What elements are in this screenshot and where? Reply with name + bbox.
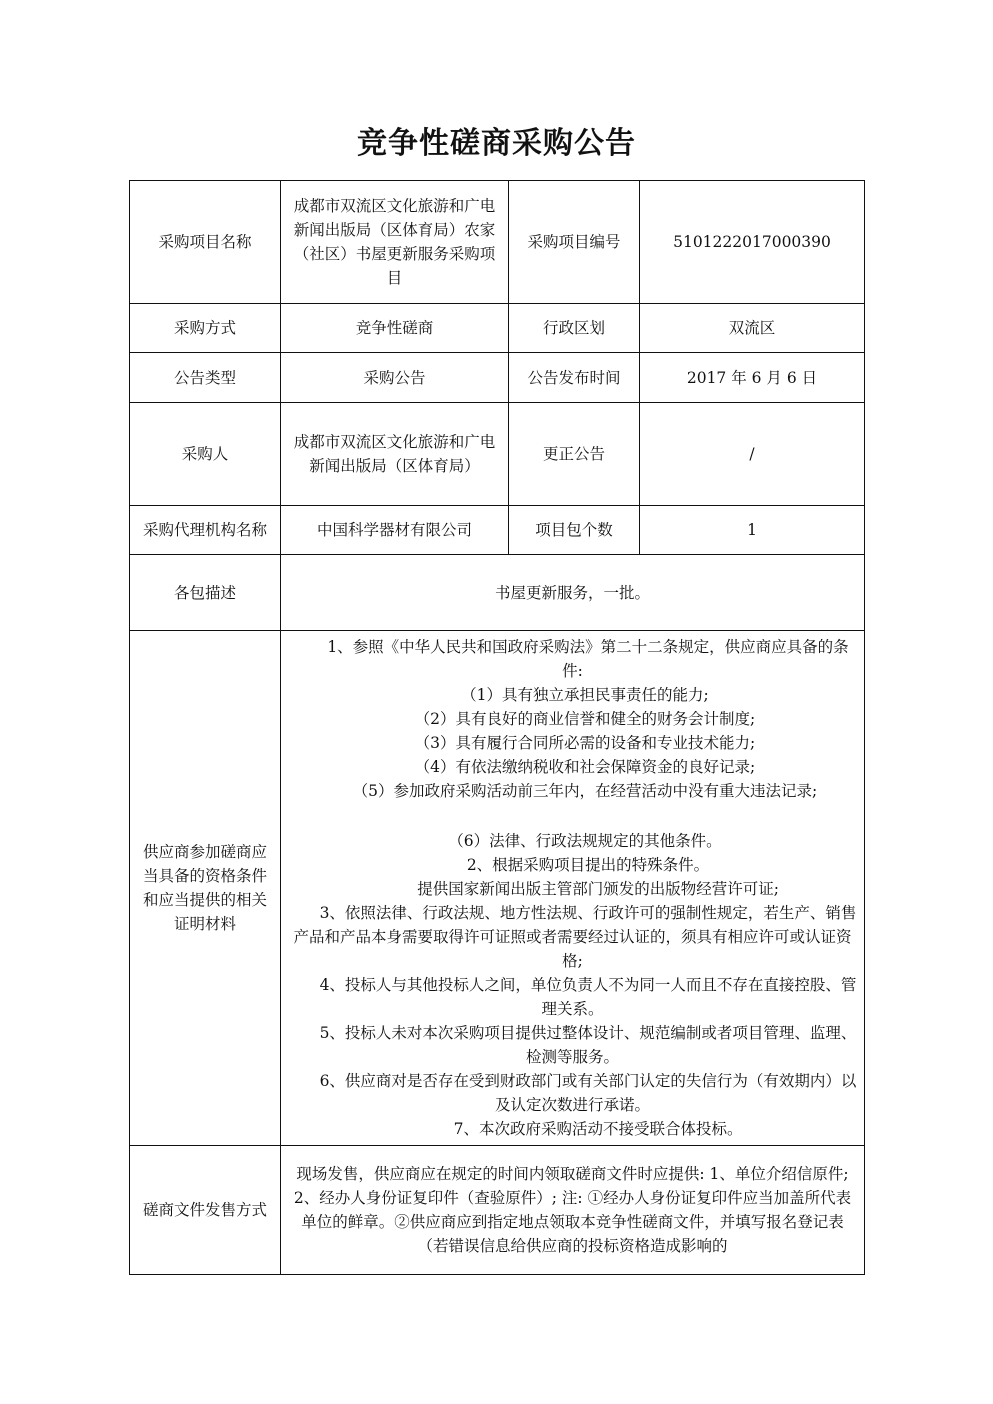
type-value: 采购公告 bbox=[281, 353, 509, 403]
qualification-content bbox=[281, 631, 865, 1146]
sale-method-content bbox=[281, 1146, 865, 1275]
table-row bbox=[130, 304, 865, 353]
buyer-value: 成都市双流区文化旅游和广电新闻出版局（区体育局） bbox=[281, 403, 509, 506]
qualification-item: 5、投标人未对本次采购项目提供过整体设计、规范编制或者项目管理、监理、检测等服务。 bbox=[319, 1024, 857, 1066]
region-label: 行政区划 bbox=[509, 304, 640, 353]
table-row bbox=[130, 631, 865, 1146]
qualification-item: （4）有依法缴纳税收和社会保障资金的良好记录; bbox=[414, 758, 756, 776]
qualification-item: （2）具有良好的商业信誉和健全的财务会计制度; bbox=[414, 710, 756, 728]
project-name-label: 采购项目名称 bbox=[130, 181, 281, 304]
table-row bbox=[130, 353, 865, 403]
pkg-desc-value: 书屋更新服务，一批。 bbox=[281, 555, 865, 631]
agency-label: 采购代理机构名称 bbox=[130, 506, 281, 555]
qualification-item: （5）参加政府采购活动前三年内，在经营活动中没有重大违法记录; bbox=[352, 782, 818, 800]
qualification-item: 4、投标人与其他投标人之间，单位负责人不为同一人而且不存在直接控股、管理关系。 bbox=[319, 976, 857, 1018]
pkg-count-label: 项目包个数 bbox=[509, 506, 640, 555]
qualification-item: 7、本次政府采购活动不接受联合体投标。 bbox=[453, 1120, 743, 1138]
pkg-count-value: 1 bbox=[640, 506, 865, 555]
sale-method-text: 现场发售，供应商应在规定的时间内领取磋商文件时应提供: 1、单位介绍信原件; 2、经办人身份证复印件（查验原件）; 注: ①经办人身份证复印件应当加盖所代表单位的鲜章。②供应商应到指定地点领取本竞争性磋商文件，并填写报名登记表（若错误信息给供应商的投标资格造成影响的 bbox=[293, 1165, 852, 1255]
qualification-item: （3）具有履行合同所必需的设备和专业技术能力; bbox=[414, 734, 756, 752]
table-row bbox=[130, 1146, 865, 1275]
project-name-value: 成都市双流区文化旅游和广电新闻出版局（区体育局）农家（社区）书屋更新服务采购项目 bbox=[281, 181, 509, 304]
agency-value: 中国科学器材有限公司 bbox=[281, 506, 509, 555]
page-title: 竞争性磋商采购公告 bbox=[357, 126, 636, 161]
table-row bbox=[130, 181, 865, 304]
qualification-label: 供应商参加磋商应当具备的资格条件和应当提供的相关证明材料 bbox=[130, 631, 281, 1146]
region-value: 双流区 bbox=[640, 304, 865, 353]
spacer bbox=[287, 803, 858, 829]
announcement-table bbox=[129, 180, 865, 1275]
sale-method-label: 磋商文件发售方式 bbox=[130, 1146, 281, 1275]
project-no-label: 采购项目编号 bbox=[509, 181, 640, 304]
qualification-item: （1）具有独立承担民事责任的能力; bbox=[461, 686, 709, 704]
project-no-value: 5101222017000390 bbox=[640, 181, 865, 304]
buyer-label: 采购人 bbox=[130, 403, 281, 506]
date-label: 公告发布时间 bbox=[509, 353, 640, 403]
qualification-item: 3、依照法律、行政法规、地方性法规、行政许可的强制性规定，若生产、销售产品和产品本身需要取得许可证照或者需要经过认证的，须具有相应许可或认证资格; bbox=[293, 904, 857, 970]
table-row bbox=[130, 506, 865, 555]
correction-label: 更正公告 bbox=[509, 403, 640, 506]
type-label: 公告类型 bbox=[130, 353, 281, 403]
qualification-item: 提供国家新闻出版主管部门颁发的出版物经营许可证; bbox=[417, 880, 779, 898]
qualification-item: 2、根据采购项目提出的特殊条件。 bbox=[466, 856, 710, 874]
table-row bbox=[130, 403, 865, 506]
method-label: 采购方式 bbox=[130, 304, 281, 353]
correction-value: / bbox=[640, 403, 865, 506]
method-value: 竞争性磋商 bbox=[281, 304, 509, 353]
date-value: 2017 年 6 月 6 日 bbox=[640, 353, 865, 403]
qualification-item: 1、参照《中华人民共和国政府采购法》第二十二条规定，供应商应具备的条件: bbox=[327, 638, 849, 680]
qualification-item: 6、供应商对是否存在受到财政部门或有关部门认定的失信行为（有效期内）以及认定次数进行承诺。 bbox=[319, 1072, 857, 1114]
qualification-item: （6）法律、行政法规规定的其他条件。 bbox=[448, 832, 722, 850]
table-row bbox=[130, 555, 865, 631]
pkg-desc-label: 各包描述 bbox=[130, 555, 281, 631]
